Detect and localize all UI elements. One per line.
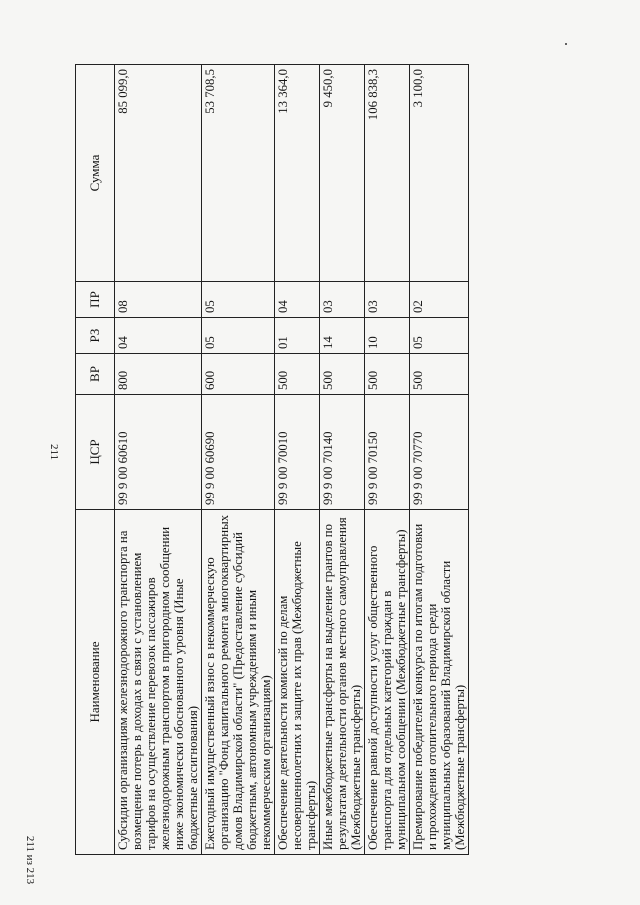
cell-pr: 05 [202,282,275,318]
header-sum: Сумма [76,65,115,282]
cell-rz: 04 [115,318,202,354]
table-row [320,65,365,855]
cell-name: Премирование победителей конкурса по итогам подготовки и прохождения отопительного периода среди муниципальных образований Владимирской области (Межбюджетные трансферты) [410,510,469,855]
cell-name: Иные межбюджетные трансферты на выделение грантов по результатам деятельности органов местного самоуправления (Межбюджетные трансферты) [320,510,365,855]
cell-sum: 85 099,0 [115,65,202,282]
page-footer: 211 из 213 [24,835,36,885]
cell-sum: 13 364,0 [275,65,320,282]
cell-sum: 106 838,3 [365,65,410,282]
header-rz: РЗ [76,318,115,354]
cell-sum: 53 708,5 [202,65,275,282]
cell-sum: 3 100,0 [410,65,469,282]
cell-vr: 600 [202,354,275,395]
cell-vr: 500 [320,354,365,395]
cell-pr: 02 [410,282,469,318]
budget-table [75,64,469,855]
table-row [275,65,320,855]
cell-name: Обеспечение деятельности комиссий по делам несовершеннолетних и защите их прав (Межбюджетные трансферты) [275,510,320,855]
table-row [410,65,469,855]
cell-sum: 9 450,0 [320,65,365,282]
cell-name: Субсидии организациям железнодорожного транспорта на возмещение потерь в доходах в связи с установлением тарифов на осуществление перевозок пассажиров железнодорожным транспортом в пригородном сообщении ниже экономически обоснованного уровня (Иные бюджетные ассигнования) [115,510,202,855]
cell-name: Обеспечение равной доступности услуг общественного транспорта для отдельных категорий граждан в муниципальном сообщении (Межбюджетные трансферты) [365,510,410,855]
cell-pr: 08 [115,282,202,318]
cell-rz: 14 [320,318,365,354]
rotated-table-container [75,65,552,855]
cell-name: Ежегодный имущественный взнос в некоммерческую организацию "Фонд капитального ремонта многоквартирных домов Владимирской области" (Предоставление субсидий бюджетным, автономным учреждениям и иным некоммерческим организациям) [202,510,275,855]
header-pr: ПР [76,282,115,318]
cell-rz: 10 [365,318,410,354]
cell-csr: 99 9 00 70010 [275,395,320,510]
cell-pr: 04 [275,282,320,318]
header-name: Наименование [76,510,115,855]
cell-pr: 03 [365,282,410,318]
cell-vr: 500 [275,354,320,395]
cell-csr: 99 9 00 60610 [115,395,202,510]
table-header-row [76,65,115,855]
scan-speck [565,43,567,45]
cell-rz: 05 [410,318,469,354]
table-row [365,65,410,855]
cell-rz: 01 [275,318,320,354]
table-row [115,65,202,855]
cell-vr: 500 [410,354,469,395]
page-number: 211 [48,443,60,461]
cell-csr: 99 9 00 70770 [410,395,469,510]
cell-vr: 500 [365,354,410,395]
header-csr: ЦСР [76,395,115,510]
header-vr: ВР [76,354,115,395]
cell-csr: 99 9 00 60690 [202,395,275,510]
cell-rz: 05 [202,318,275,354]
cell-vr: 800 [115,354,202,395]
cell-csr: 99 9 00 70150 [365,395,410,510]
cell-csr: 99 9 00 70140 [320,395,365,510]
table-row [202,65,275,855]
cell-pr: 03 [320,282,365,318]
